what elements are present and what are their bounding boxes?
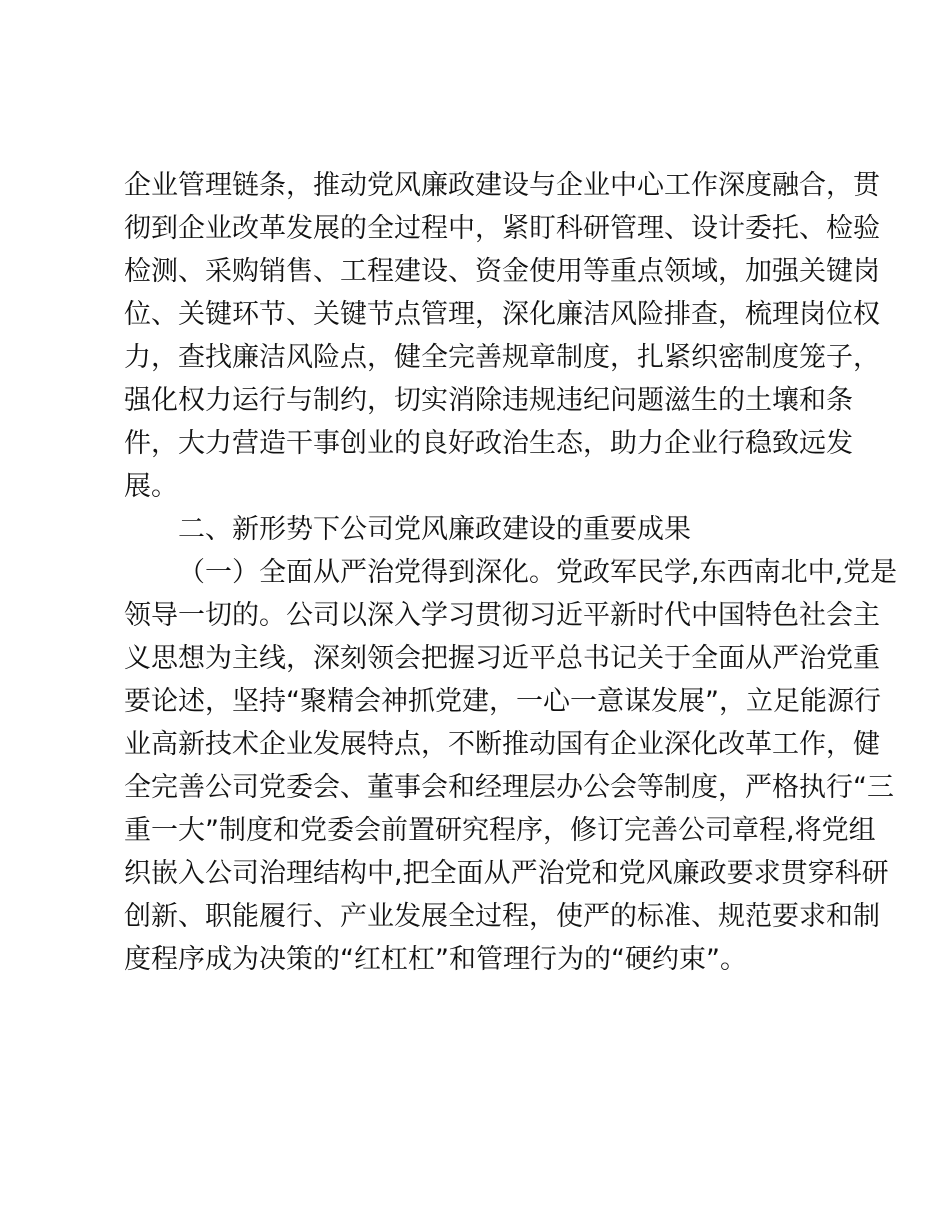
text-line: 要论述，坚持“聚精会神抓党建，一心一意谋发展”，立足能源行 [124,686,881,717]
section-heading: 二、新形势下公司党风廉政建设的重要成果 [178,514,691,545]
text-line: 创新、职能履行、产业发展全过程，使严的标准、规范要求和制 [124,901,880,932]
text-line: 业高新技术企业发展特点，不断推动国有企业深化改革工作，健 [124,729,880,760]
text-line: 重一大”制度和党委会前置研究程序，修订完善公司章程,将党组 [124,815,876,846]
text-line: 检测、采购销售、工程建设、资金使用等重点领域，加强关键岗 [124,256,880,287]
text-line: 力，查找廉洁风险点，健全完善规章制度，扎紧织密制度笼子， [124,342,880,373]
text-line: （一）全面从严治党得到深化。党政军民学,东西南北中,党是 [178,557,898,588]
text-line: 度程序成为决策的“红杠杠”和管理行为的“硬约束”。 [124,944,747,975]
text-line: 位、关键环节、关键节点管理，深化廉洁风险排查，梳理岗位权 [124,299,880,330]
text-line: 织嵌入公司治理结构中,把全面从严治党和党风廉政要求贯穿科研 [124,858,889,889]
text-line: 展。 [124,471,178,502]
text-line: 件，大力营造干事创业的良好政治生态，助力企业行稳致远发 [124,428,853,459]
text-line: 企业管理链条，推动党风廉政建设与企业中心工作深度融合，贯 [124,170,880,201]
text-line: 彻到企业改革发展的全过程中，紧盯科研管理、设计委托、检验 [124,213,880,244]
text-line: 领导一切的。公司以深入学习贯彻习近平新时代中国特色社会主 [124,600,880,631]
text-line: 强化权力运行与制约，切实消除违规违纪问题滋生的土壤和条 [124,385,853,416]
text-line: 全完善公司党委会、董事会和经理层办公会等制度，严格执行“三 [124,772,894,803]
text-line: 义思想为主线，深刻领会把握习近平总书记关于全面从严治党重 [124,643,880,674]
